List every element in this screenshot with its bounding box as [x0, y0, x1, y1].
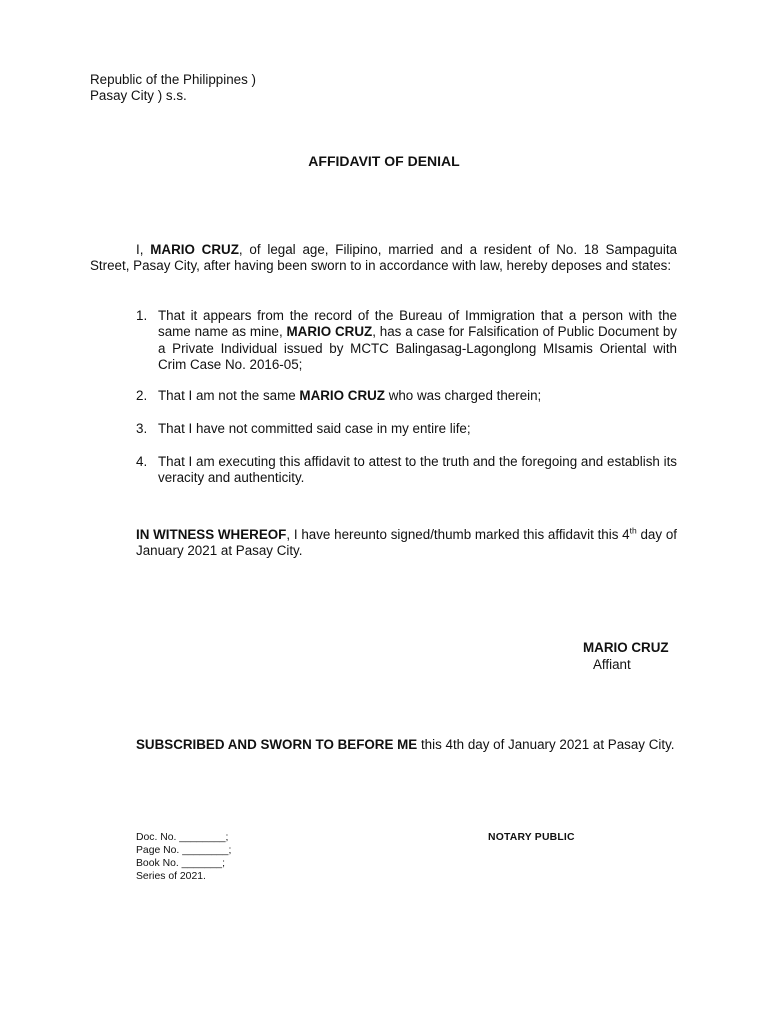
- item-number: 2.: [136, 388, 148, 403]
- document-title: AFFIDAVIT OF DENIAL: [308, 153, 460, 169]
- item-text: That it appears from the record of the Bureau of Immigration that a person with the same name as mine,: [158, 308, 677, 340]
- witness-paragraph: [136, 527, 677, 560]
- book-no: Book No. _______;: [136, 858, 225, 869]
- item-name: MARIO CRUZ: [299, 388, 385, 403]
- item-text: That I have not committed said case in my entire life;: [158, 421, 471, 436]
- list-item: [136, 454, 677, 487]
- item-text: , has a case for Falsification of Public Document by a Private Individual issued by MCTC Balingasag-Lagonglong MIsamis Oriental with Crim Case No. 2016-05;: [158, 324, 677, 373]
- item-text: That I am not the same: [158, 388, 300, 403]
- jurat-lead: SUBSCRIBED AND SWORN TO BEFORE ME: [136, 737, 418, 752]
- list-item: [136, 421, 677, 437]
- intro-lead: I,: [136, 242, 151, 257]
- doc-no: Doc. No. ________;: [136, 832, 229, 843]
- item-name: MARIO CRUZ: [286, 324, 373, 340]
- list-item: [136, 388, 677, 404]
- witness-text-end: day of January 2021 at Pasay City.: [136, 527, 677, 559]
- intro-text: , of legal age, Filipino, married and a resident of No. 18 Sampaguita Street, Pasay City, after having been sworn to in accordance with law, hereby deposes and states:: [90, 242, 677, 274]
- intro-paragraph: [90, 242, 677, 275]
- item-number: 3.: [136, 421, 148, 436]
- item-text: who was charged therein;: [384, 388, 542, 403]
- jurat-text: this 4th day of January 2021 at Pasay City.: [417, 737, 675, 752]
- witness-text: , I have hereunto signed/thumb marked this affidavit this 4: [286, 527, 630, 542]
- item-number: 1.: [136, 308, 148, 323]
- witness-lead: IN WITNESS WHEREOF: [136, 527, 287, 542]
- venue-country: Republic of the Philippines ): [90, 72, 256, 87]
- venue-city: Pasay City ) s.s.: [90, 88, 187, 104]
- signature-role: Affiant: [593, 657, 631, 672]
- jurat-paragraph: [136, 737, 677, 753]
- notarial-docket: [136, 831, 231, 883]
- list-item: [136, 308, 677, 374]
- notary-public-label: NOTARY PUBLIC: [488, 832, 575, 843]
- item-text: That I am executing this affidavit to attest to the truth and the foregoing and establish its veracity and authenticity.: [158, 454, 677, 486]
- page-no: Page No. ________;: [136, 845, 232, 856]
- ordinal-suffix: th: [629, 525, 637, 536]
- affiant-name-intro: MARIO CRUZ: [150, 242, 239, 257]
- series: Series of 2021.: [136, 871, 206, 882]
- item-number: 4.: [136, 454, 148, 469]
- venue-block: [90, 72, 256, 105]
- signature-name: MARIO CRUZ: [583, 640, 669, 655]
